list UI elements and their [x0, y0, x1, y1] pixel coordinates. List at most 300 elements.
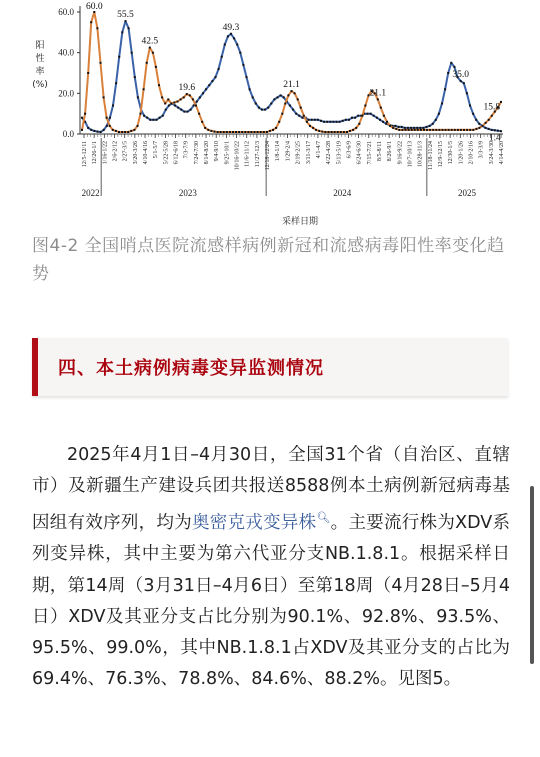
series-marker [281, 113, 283, 115]
series-marker [398, 126, 400, 128]
series-marker [488, 128, 490, 130]
y-tick-label: 0.0 [62, 129, 74, 139]
search-icon[interactable]: 🔍︎ [316, 511, 331, 525]
x-tick-label: 3/24-3/30 [488, 141, 495, 165]
series-marker [277, 96, 279, 98]
series-marker [311, 119, 313, 121]
series-marker [337, 131, 339, 133]
series-marker [100, 62, 102, 64]
series-marker [435, 119, 437, 121]
x-tick-label: 12/18-12/24 [265, 141, 272, 171]
data-label: 49.3 [222, 22, 240, 33]
x-tick-label: 2/10-2/16 [468, 141, 475, 165]
series-marker [328, 131, 330, 133]
series-marker [283, 96, 285, 98]
x-tick-label: 8/26-9/1 [387, 141, 394, 162]
series-marker [306, 121, 308, 123]
series-marker [266, 131, 268, 133]
series-marker [81, 117, 83, 119]
series-marker [463, 129, 465, 131]
series-marker [386, 121, 388, 123]
series-marker [143, 115, 145, 117]
series-marker [463, 82, 465, 84]
series-marker [376, 117, 378, 119]
series-marker [482, 125, 484, 127]
series-marker [183, 96, 185, 98]
series-marker [177, 107, 179, 109]
series-marker [432, 129, 434, 131]
x-tick-label: 7/3-7/9 [183, 141, 190, 159]
series-marker [410, 127, 412, 129]
series-marker [143, 88, 145, 90]
series-marker [408, 129, 410, 131]
series-marker [125, 20, 127, 22]
body-paragraph [32, 440, 510, 695]
series-marker [227, 35, 229, 37]
series-marker [354, 117, 356, 119]
series-marker [159, 117, 161, 119]
series-marker [491, 115, 493, 117]
series-marker [233, 37, 235, 39]
series-marker [205, 88, 207, 90]
series-marker [419, 127, 421, 129]
data-label: 60.0 [86, 2, 103, 12]
series-marker [112, 105, 114, 107]
x-tick-label: 9/16-9/22 [397, 141, 404, 165]
y-axis-label: 率 [35, 67, 45, 77]
series-marker [364, 105, 366, 107]
series-marker [210, 130, 212, 132]
series-marker [273, 98, 275, 100]
series-marker [472, 129, 474, 131]
series-marker [435, 129, 437, 131]
series-marker [183, 111, 185, 113]
x-tick-label: 5/22-5/28 [163, 141, 170, 165]
series-marker [180, 109, 182, 111]
x-tick-label: 12/26-1/1 [92, 141, 99, 165]
series-marker [280, 94, 282, 96]
series-marker [242, 64, 244, 66]
series-marker [485, 127, 487, 129]
series-marker [405, 129, 407, 131]
series-marker [134, 76, 136, 78]
series-marker [165, 109, 167, 111]
x-tick-label: 11/27-12/3 [254, 141, 261, 168]
series-marker [97, 131, 99, 133]
series-marker [130, 130, 132, 132]
data-label: 1.4 [488, 133, 501, 144]
series-marker [401, 129, 403, 131]
series-marker [124, 131, 126, 133]
y-tick-label: 60.0 [58, 7, 74, 17]
series-marker [180, 98, 182, 100]
series-marker [494, 129, 496, 131]
series-marker [343, 131, 345, 133]
series-marker [244, 131, 246, 133]
x-tick-label: 5/1-5/7 [153, 141, 160, 159]
series-marker [90, 129, 92, 131]
y-axis-label: 性 [35, 54, 45, 64]
series-marker [300, 107, 302, 109]
series-marker [478, 127, 480, 129]
series-marker [323, 121, 325, 123]
series-marker [152, 119, 154, 121]
series-marker [260, 131, 262, 133]
series-marker [346, 131, 348, 133]
series-marker [312, 127, 314, 129]
series-marker [420, 129, 422, 131]
series-marker [294, 92, 296, 94]
series-marker [168, 105, 170, 107]
series-marker [392, 127, 394, 129]
series-marker [423, 129, 425, 131]
x-tick-label: 4/10-4/16 [143, 141, 150, 165]
series-marker [131, 52, 133, 54]
series-marker [204, 127, 206, 129]
year-label: 2025 [458, 188, 477, 198]
series-marker [170, 103, 172, 105]
series-marker [167, 98, 169, 100]
x-tick-label: 10/28-11/3 [417, 141, 424, 168]
series-marker [320, 120, 322, 122]
series-marker [221, 56, 223, 58]
series-marker [90, 21, 92, 23]
series-marker [447, 72, 449, 74]
series-marker [442, 129, 444, 131]
x-tick-label: 11/6-11/12 [244, 141, 251, 167]
series-marker [324, 131, 326, 133]
series-marker [413, 127, 415, 129]
series-marker [352, 129, 354, 131]
series-marker [377, 98, 379, 100]
series-marker [426, 126, 428, 128]
series-marker [211, 80, 213, 82]
year-label: 2023 [178, 188, 197, 198]
series-marker [472, 113, 474, 115]
series-marker [261, 109, 263, 111]
series-marker [309, 125, 311, 127]
series-marker [466, 129, 468, 131]
figure-caption: 图4-2 全国哨点医院流感样病例新冠和流感病毒阳性率变化趋势 [32, 236, 505, 284]
series-marker [246, 76, 248, 78]
series-marker [497, 130, 499, 132]
x-tick-label: 2/19-2/25 [295, 141, 302, 165]
x-tick-label: 2/27-3/5 [122, 141, 129, 162]
series-marker [355, 127, 357, 129]
series-marker [121, 31, 123, 33]
series-marker [250, 131, 252, 133]
series-marker [457, 129, 459, 131]
x-tick-label: 7/24-7/30 [193, 141, 200, 165]
y-axis-label: (%) [32, 80, 48, 90]
series-marker [121, 131, 123, 133]
x-tick-label: 1/8-1/14 [275, 141, 282, 162]
x-tick-label: 8/5-8/11 [376, 141, 383, 162]
series-marker [162, 115, 164, 117]
series-marker [398, 129, 400, 131]
series-marker [438, 113, 440, 115]
x-tick-label: 11/18-11/24 [427, 141, 434, 170]
series-marker [207, 129, 209, 131]
x-tick-label: 6/12-6/18 [173, 141, 180, 165]
series-marker [395, 128, 397, 130]
series-marker [164, 103, 166, 105]
series-marker [469, 129, 471, 131]
series-marker [220, 131, 222, 133]
series-marker [87, 127, 89, 129]
series-marker [301, 117, 303, 119]
x-tick-label: 3/20-3/26 [132, 141, 139, 165]
series-marker [469, 105, 471, 107]
series-marker [339, 121, 341, 123]
series-marker [373, 115, 375, 117]
series-marker [278, 121, 280, 123]
series-marker [257, 131, 259, 133]
series-marker [451, 129, 453, 131]
series-marker [177, 101, 179, 103]
x-tick-label: 3/3-3/9 [478, 141, 485, 159]
series-marker [297, 98, 299, 100]
series-marker [351, 117, 353, 119]
series-marker [137, 125, 139, 127]
series-marker [380, 107, 382, 109]
scrollbar-thumb[interactable] [530, 486, 534, 664]
series-marker [382, 121, 384, 123]
series-marker [478, 123, 480, 125]
series-marker [317, 119, 319, 121]
series-marker [149, 47, 151, 49]
data-label: 19.6 [178, 83, 196, 94]
series-marker [81, 129, 83, 131]
x-tick-label: 4/1-4/7 [315, 141, 322, 159]
series-marker [149, 119, 151, 121]
series-marker [270, 103, 272, 105]
series-marker [241, 131, 243, 133]
series-marker [326, 121, 328, 123]
series-marker [411, 129, 413, 131]
series-marker [298, 115, 300, 117]
x-tick-label: 10/7-10/13 [407, 141, 414, 168]
series-marker [444, 88, 446, 90]
series-marker [155, 66, 157, 68]
series-marker [389, 125, 391, 127]
series-marker [295, 113, 297, 115]
series-marker [426, 129, 428, 131]
x-tick-label: 9/4-9/10 [214, 141, 221, 162]
series-marker [96, 27, 98, 29]
series-marker [315, 129, 317, 131]
x-tick-label: 1/29-2/4 [285, 141, 292, 162]
series-marker [217, 131, 219, 133]
series-marker [174, 105, 176, 107]
series-marker [422, 127, 424, 129]
positivity-rate-chart [0, 0, 540, 232]
series-marker [226, 131, 228, 133]
series-marker [367, 113, 369, 115]
series-marker [103, 129, 105, 131]
series-marker [361, 115, 363, 117]
series-marker [140, 113, 142, 115]
series-marker [249, 88, 251, 90]
x-tick-label: 1/20-1/26 [458, 141, 465, 165]
series-marker [491, 129, 493, 131]
series-marker [336, 121, 338, 123]
series-marker [214, 131, 216, 133]
series-marker [115, 130, 117, 132]
series-marker [454, 129, 456, 131]
series-marker [460, 129, 462, 131]
series-marker [156, 119, 158, 121]
series-marker [238, 131, 240, 133]
series-marker [190, 109, 192, 111]
series-marker [500, 101, 502, 103]
series-marker [192, 98, 194, 100]
series-marker [448, 129, 450, 131]
series-marker [345, 119, 347, 121]
series-marker [106, 117, 108, 119]
series-marker [404, 127, 406, 129]
series-marker [331, 131, 333, 133]
series-marker [254, 131, 256, 133]
chart-labels [32, 2, 501, 227]
x-axis-label: 采样日期 [281, 217, 319, 227]
series-marker [201, 121, 203, 123]
series-marker [109, 117, 111, 119]
series-marker [118, 56, 120, 58]
series-marker [161, 96, 163, 98]
x-tick-label: 6/3-6/9 [346, 141, 353, 159]
x-tick-label: 1/16-1/22 [102, 141, 109, 165]
data-label: 21.1 [369, 88, 387, 99]
series-marker [255, 103, 257, 105]
series-marker [264, 109, 266, 111]
series-marker [475, 119, 477, 121]
data-label: 21.1 [283, 80, 300, 91]
series-marker [340, 131, 342, 133]
x-tick-label: 3/11-3/17 [305, 141, 312, 165]
x-tick-label: 6/24-6/30 [356, 141, 363, 165]
series-marker [379, 119, 381, 121]
x-tick-label: 7/15-7/21 [366, 141, 373, 165]
x-tick-label: 12/9-12/15 [437, 141, 444, 168]
series-marker [224, 44, 226, 46]
series-marker [202, 92, 204, 94]
series-marker [370, 113, 372, 115]
series-marker [137, 96, 139, 98]
series-marker [100, 131, 102, 133]
x-tick-label: 12/30-1/5 [448, 141, 455, 165]
series-marker [432, 123, 434, 125]
series-marker [357, 115, 359, 117]
series-marker [208, 84, 210, 86]
section-title: 四、本土病例病毒变异监测情况 [58, 358, 324, 379]
series-marker [195, 105, 197, 107]
series-marker [500, 130, 502, 132]
series-marker [146, 117, 148, 119]
x-tick-label: 8/14-8/20 [204, 141, 211, 165]
data-label: 15.8 [483, 102, 501, 113]
series-marker [84, 113, 86, 115]
series-marker [196, 101, 198, 103]
series-marker [429, 125, 431, 127]
series-marker [258, 107, 260, 109]
series-marker [112, 129, 114, 131]
series-marker [198, 113, 200, 115]
series-marker [475, 128, 477, 130]
x-tick-label: 9/25-10/1 [224, 141, 231, 165]
series-marker [358, 123, 360, 125]
x-tick-label: 5/13-5/19 [336, 141, 343, 165]
series-marker [272, 129, 274, 131]
series-marker [247, 131, 249, 133]
data-label: 55.5 [117, 10, 134, 21]
series-marker [383, 115, 385, 117]
series-marker [128, 27, 130, 29]
series-marker [146, 62, 148, 64]
section-header [32, 338, 508, 396]
series-marker [93, 130, 95, 132]
series-marker [199, 96, 201, 98]
x-tick-label: 12/5-12/11 [82, 141, 88, 168]
series-marker [450, 62, 452, 64]
series-marker [303, 115, 305, 117]
series-marker [453, 66, 455, 68]
series-marker [466, 92, 468, 94]
series-marker [460, 80, 462, 82]
series-marker [236, 44, 238, 46]
series-marker [429, 129, 431, 131]
x-tick-label: 4/14-4/20 [499, 141, 505, 165]
series-marker [342, 120, 344, 122]
series-marker [334, 131, 336, 133]
series-marker [218, 68, 220, 70]
series-marker [401, 126, 403, 128]
year-label: 2024 [333, 188, 352, 198]
series-marker [417, 129, 419, 131]
y-tick-label: 40.0 [58, 47, 74, 58]
x-tick-label: 4/22-4/28 [326, 141, 333, 165]
series-marker [187, 111, 189, 113]
year-label: 2022 [81, 188, 100, 198]
series-marker [348, 119, 350, 121]
series-marker [189, 94, 191, 96]
series-marker [229, 131, 231, 133]
series-marker [115, 82, 117, 84]
chart-lines [81, 11, 502, 133]
series-marker [223, 131, 225, 133]
series-marker [193, 105, 195, 107]
series-marker [152, 52, 154, 54]
series-marker [308, 119, 310, 121]
series-marker [441, 103, 443, 105]
series-marker [186, 93, 188, 95]
y-axis-label: 阳 [35, 41, 45, 51]
variant-link[interactable]: 奥密克戎变异株 [191, 513, 317, 534]
series-marker [235, 131, 237, 133]
series-marker [267, 107, 269, 109]
series-marker [133, 129, 135, 131]
series-marker [407, 127, 409, 129]
series-marker [127, 131, 129, 133]
series-marker [318, 130, 320, 132]
body-text-2: 。主要流行株为XDV系列变异株，其中主要为第六代亚分支NB.1.8.1。根据采样日期，第14周（3月31日–4月6日）至第18周（4月28日–5月4日）XDV及其亚分支占比分别为90.1%、92.8%、93.5%、95.5%、99.0%，其中NB.1.8.1占XDV及其亚分支的占比为69.4%、76.3%、78.8%、84.6%、88.2%。见图5。 [32, 513, 511, 690]
series-marker [232, 131, 234, 133]
series-marker [239, 52, 241, 54]
data-label: 42.5 [141, 36, 159, 47]
series-marker [438, 129, 440, 131]
series-marker [103, 96, 105, 98]
series-marker [485, 122, 487, 124]
